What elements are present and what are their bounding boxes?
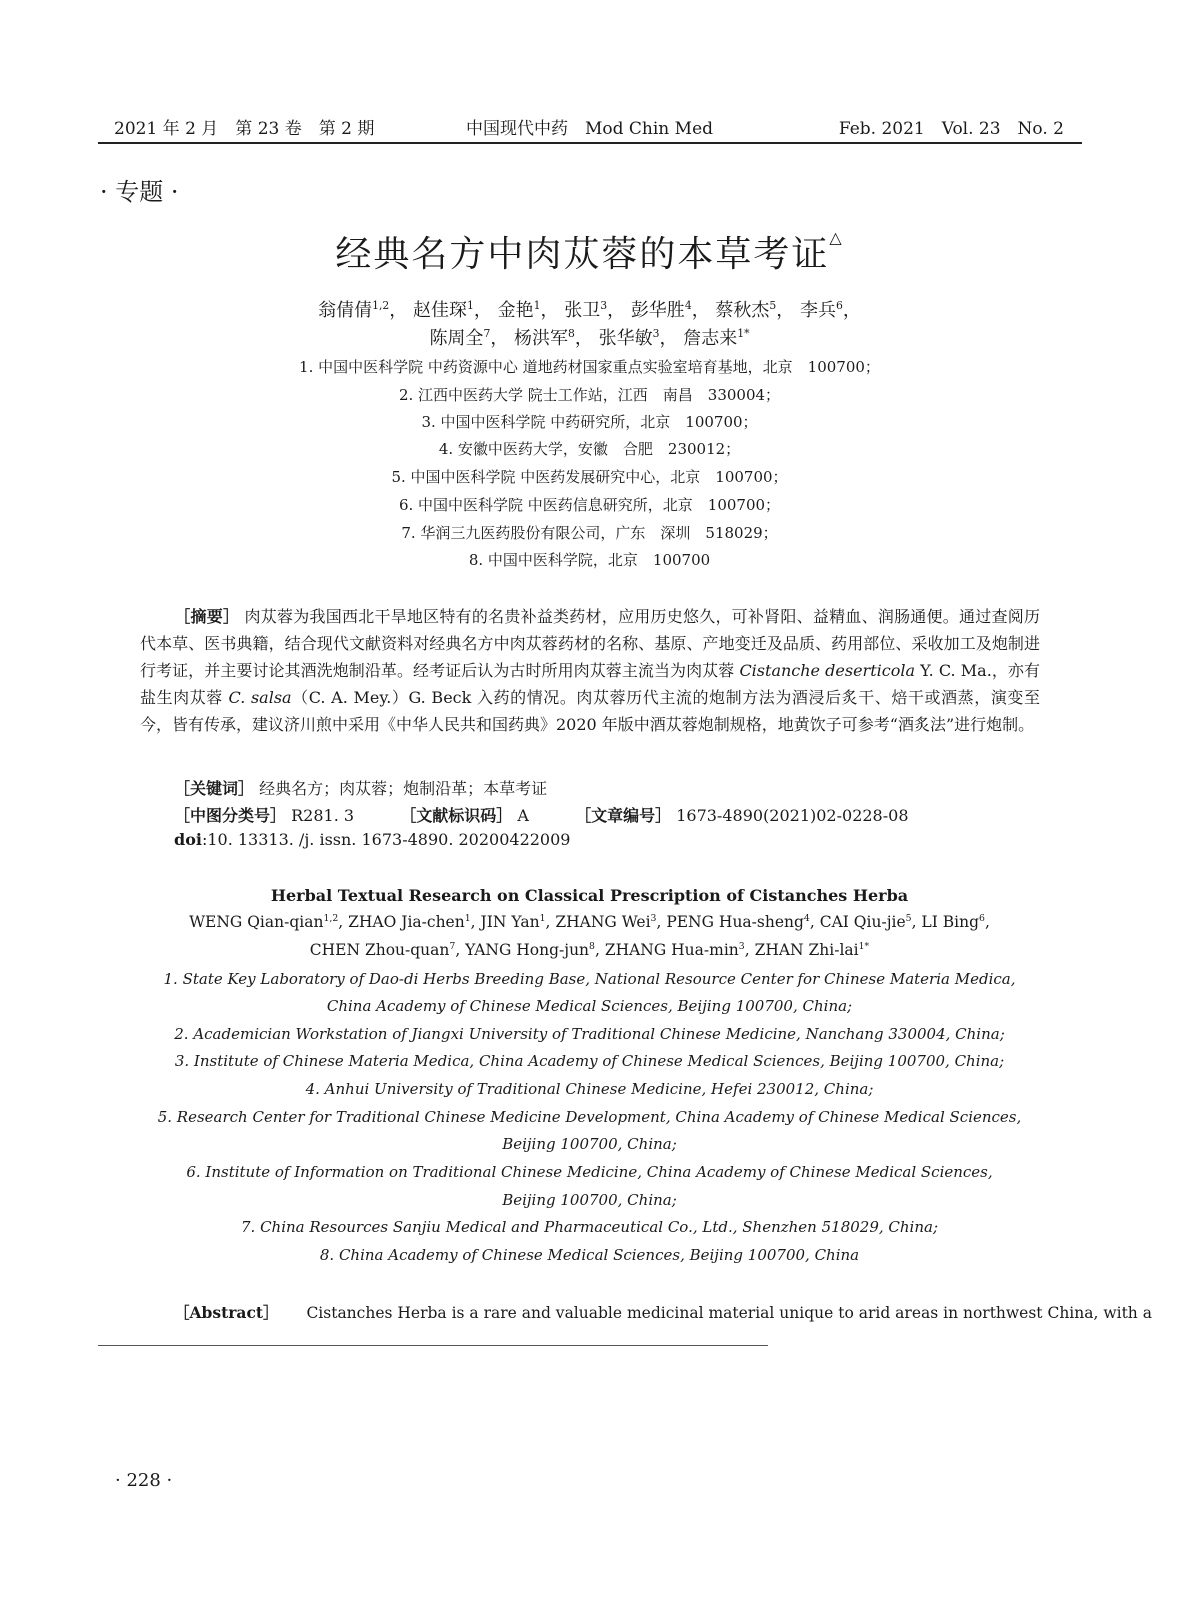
species-name: C. salsa [228,688,292,707]
author: 蔡秋杰$^5$ [715,299,777,321]
running-header-center: 中国现代中药 Mod Chin Med [465,119,714,139]
abstract-en-label: ［Abstract］ [174,1303,279,1322]
classification-line: ［中图分类号］ R281. 3 ［文献标识码］ A ［文章编号］ 1673-4890(2021)02-0228-08 [174,806,909,825]
affiliation-cn: 6. 中国中医科学院 中医药信息研究所，北京 100700； [398,496,781,514]
affiliation-en: China Academy of Chinese Medical Sciences, Beijing 100700, China; [326,997,853,1015]
author: YANG Hong-jun$^8$ [465,941,595,960]
affiliation-en: Beijing 100700, China; [502,1191,677,1209]
author: ZHANG Hua-$\min^3$ [604,941,745,960]
authors-cn-line-1: 翁倩倩$^{1,2}$， 赵佳琛$^1$， 金艳$^1$， 张卫$^3$， 彭华胜$^4$， 蔡秋杰$^5$， 李兵$^6$， [318,299,861,321]
affiliation-en: 3. Institute of Chinese Materia Medica, China Academy of Chinese Medical Sciences, Beijing 100700, China; [174,1052,1005,1070]
author: 陈周全$^7$ [429,327,491,349]
affiliation-en: 8. China Academy of Chinese Medical Sciences, Beijing 100700, China [319,1246,860,1264]
english-title: Herbal Textual Research on Classical Prescription of Cistanches Herba [270,886,909,905]
author: CAI Qiu-jie$^5$ [819,913,912,932]
affiliation-en: 5. Research Center for Traditional Chinese Medicine Development, China Academy of Chinese Medical Sciences, [157,1108,1022,1126]
author: 赵佳琛$^1$ [412,299,474,321]
affiliation-cn: 1. 中国中医科学院 中药资源中心 道地药材国家重点实验室培育基地，北京 100700； [299,358,880,376]
affiliation-en: 7. China Resources Sanjiu Medical and Pharmaceutical Co., Ltd., Shenzhen 518029, China; [240,1218,939,1236]
affiliation-cn: 4. 安徽中医药大学，安徽 合肥 230012； [438,440,741,458]
page-number: · 228 · [115,1470,173,1491]
clc-number: R281. 3 [291,806,355,825]
article-title-text: 经典名方中肉苁蓉的本草考证 [335,234,830,275]
affiliation-en: 2. Academician Workstation of Jiangxi University of Traditional Chinese Medicine, Nanchang 330004, China; [174,1025,1005,1043]
affiliation-cn: 5. 中国中医科学院 中医药发展研究中心，北京 100700； [391,468,788,486]
author: 詹志来$^{1*}$ [683,327,750,349]
author: 张华敏$^3$ [598,327,660,349]
authors-cn-line-2: 陈周全$^7$， 杨洪军$^8$， 张华敏$^3$， 詹志来$^{1*}$ [429,327,750,349]
author: 彭华胜$^4$ [630,299,692,321]
author: ZHAN Zhi-lai$^{1*}$ [754,941,870,960]
affiliation-en: 1. State Key Laboratory of Dao-di Herbs Breeding Base, National Resource Center for Chinese Materia Medica, [163,970,1016,988]
affiliation-cn: 3. 中国中医科学院 中药研究所，北京 100700； [421,413,758,431]
author: ZHAO Jia-chen$^1$ [348,913,471,932]
affiliation-cn: 7. 华润三九医药股份有限公司，广东 深圳 518029； [401,524,778,542]
affiliation-en: 4. Anhui University of Traditional Chinese Medicine, Hefei 230012, China; [305,1080,874,1098]
running-header-right: Feb. 2021 Vol. 23 No. 2 [838,119,1064,139]
article-title [0,226,1179,277]
authors-en-line-2: CHEN Zhou-quan$^7$, YANG Hong-jun$^8$, ZHANG Hua-$\min^3$, ZHAN Zhi-lai$^{1*}$ [309,941,870,960]
header-rule [98,142,1082,144]
affiliation-cn: 2. 江西中医药大学 院士工作站，江西 南昌 330004； [398,386,781,404]
author: LI Bing$^6$ [921,913,985,932]
author: CHEN Zhou-quan$^7$ [309,941,456,960]
keywords-text: 经典名方；肉苁蓉；炮制沿革；本草考证 [259,779,548,798]
doi-value: :10. 13313. /j. issn. 1673-4890. 20200422009 [201,830,571,849]
keywords [174,776,547,799]
running-header-left: 2021 年 2 月 第 23 卷 第 2 期 [114,119,375,139]
author: 李兵$^6$ [800,299,843,321]
article-number: 1673-4890(2021)02-0228-08 [676,806,909,825]
author: PENG Hua-sheng$^4$ [666,913,810,932]
abstract-cn: ［摘要］ 肉苁蓉为我国西北干旱地区特有的名贵补益类药材，应用历史悠久，可补肾阳、益精血、润肠通便。通过查阅历代本草、医书典籍，结合现代文献资料对经典名方中肉苁蓉药材的名称、基原、产地变迁及品质、药用部位、采收加工及炮制进行考证，并主要讨论其酒洗炮制沿革。经考证后认为古时所用肉苁蓉主流当为肉苁蓉 Cistanche deserticola Y. C. Ma.，亦有盐生肉苁蓉 C. salsa（C. A. Mey.）G. Beck 入药的情况。肉苁蓉历代主流的炮制方法为酒浸后炙干、焙干或酒蒸，演变至今，皆有传承，建议济川煎中采用《中华人民共和国药典》2020 年版中酒苁蓉炮制规格，地黄饮子可参考“酒炙法”进行炮制。 [140,607,1040,734]
author: 张卫$^3$ [564,299,608,321]
author: 杨洪军$^8$ [514,327,575,349]
affiliation-en: 6. Institute of Information on Traditional Chinese Medicine, China Academy of Chinese Medical Sciences, [186,1163,993,1181]
title-footnote-mark: △ [829,228,844,247]
authors-en-line-1: WENG Qian-qian$^{1,2}$, ZHAO Jia-chen$^1$, JIN Yan$^1$, ZHANG Wei$^3$, PENG Hua-sheng$^4$, CAI Qiu-jie$^5$, LI Bing$^6$, [189,913,990,932]
abstract-en [174,1301,1152,1323]
author: WENG Qian-qian$^{1,2}$ [189,913,339,932]
section-label: · 专题 · [100,178,179,206]
keywords-label: ［关键词］ [174,779,255,798]
author: JIN Yan$^1$ [480,913,546,932]
abstract-cn-label: ［摘要］ [174,607,240,626]
affiliation-cn: 8. 中国中医科学院，北京 100700 [468,551,711,569]
affiliation-en: Beijing 100700, China; [502,1135,677,1153]
document-code: A [517,806,529,825]
abstract-en-text: Cistanches Herba is a rare and valuable medicinal material unique to arid areas in northwest China, with a [306,1304,1152,1322]
doi-label: doi [174,830,202,849]
footnote-rule [98,1345,768,1346]
doi-line [174,830,570,849]
species-name: Cistanche deserticola [739,661,915,680]
author: 金艳$^1$ [497,299,541,321]
author: 翁倩倩$^{1,2}$ [318,299,390,321]
author: ZHANG Wei$^3$ [555,913,657,932]
